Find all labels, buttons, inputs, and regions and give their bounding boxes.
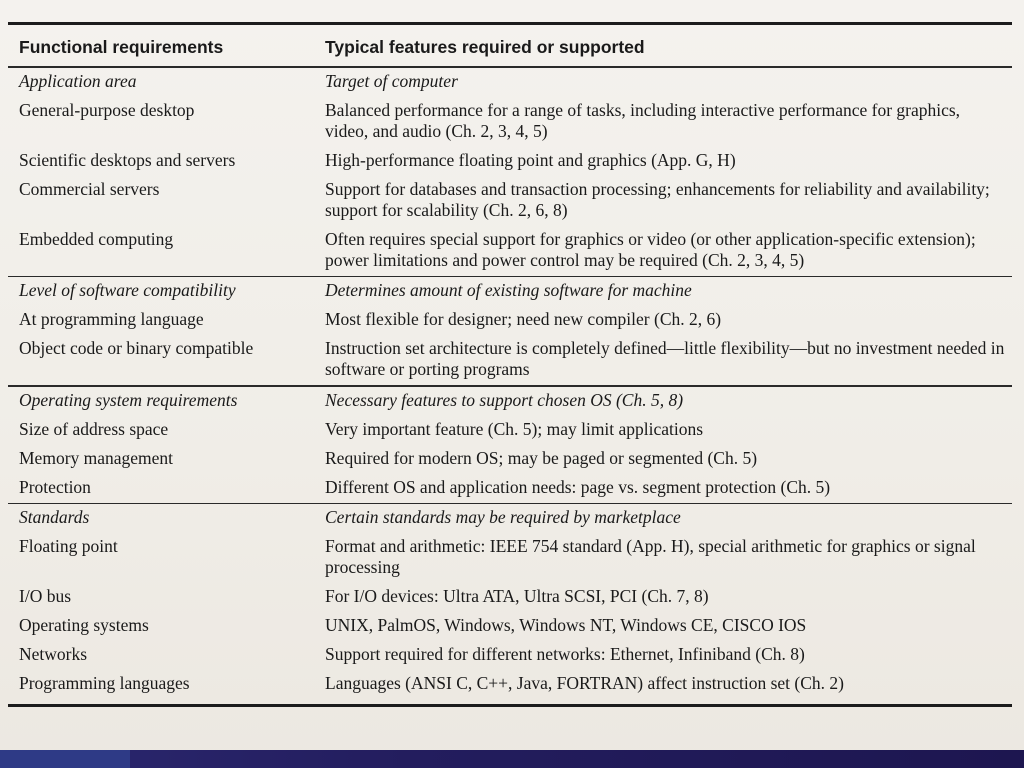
feature-cell: High-performance floating point and graphics (App. G, H) (325, 149, 736, 170)
feature-cell: Different OS and application needs: page vs. segment protection (Ch. 5) (325, 476, 831, 497)
requirement-cell: Scientific desktops and servers (19, 149, 236, 170)
requirement-cell: At programming language (19, 309, 204, 329)
table-section (8, 277, 1012, 385)
section-subtitle: Target of computer (325, 70, 458, 91)
table-row (8, 445, 1012, 474)
table-row (8, 670, 1012, 699)
requirement-cell: Operating systems (19, 615, 149, 635)
feature-cell: Very important feature (Ch. 5); may limit applications (325, 418, 704, 439)
table-row (8, 306, 1012, 335)
section-title: Standards (19, 507, 90, 527)
requirement-cell: General-purpose desktop (19, 99, 195, 120)
slide-footer-bar (0, 750, 1024, 768)
section-subtitle: Certain standards may be required by marketplace (325, 507, 681, 527)
table-section (8, 504, 1012, 699)
table-header-row (8, 25, 1012, 66)
section-subtitle: Necessary features to support chosen OS (Ch. 5, 8) (325, 389, 684, 410)
section-title: Application area (19, 70, 137, 91)
feature-cell: Support for databases and transaction processing; enhancements for reliability and availability; support for scalability (Ch. 2, 6, 8) (325, 178, 990, 220)
table-row (8, 416, 1012, 445)
footer-accent (0, 750, 130, 768)
section-subtitle: Determines amount of existing software for machine (325, 280, 692, 300)
table-section (8, 68, 1012, 276)
section-heading-row (8, 277, 1012, 306)
section-heading-row (8, 68, 1012, 97)
table-row (8, 533, 1012, 583)
table-row (8, 176, 1012, 226)
table-row (8, 335, 1012, 385)
feature-cell: Support required for different networks: Ethernet, Infiniband (Ch. 8) (325, 644, 805, 664)
section-title: Level of software compatibility (19, 280, 236, 300)
requirement-cell: Embedded computing (19, 228, 174, 249)
feature-cell: Format and arithmetic: IEEE 754 standard (App. H), special arithmetic for graphics or signal processing (325, 536, 976, 577)
table-row (8, 474, 1012, 503)
requirement-cell: Protection (19, 476, 91, 497)
requirement-cell: Object code or binary compatible (19, 338, 254, 358)
feature-cell: Balanced performance for a range of tasks, including interactive performance for graphics, video, and audio (Ch. 2, 3, 4, 5) (325, 99, 961, 141)
feature-cell: Instruction set architecture is completely defined—little flexibility—but no investment needed in software or porting programs (325, 338, 1005, 379)
requirement-cell: Memory management (19, 447, 174, 468)
table-row (8, 97, 1012, 147)
table-row (8, 147, 1012, 176)
header-functional-requirements: Functional requirements (19, 37, 224, 57)
section-heading-row (8, 504, 1012, 533)
table-row (8, 583, 1012, 612)
feature-cell: Often requires special support for graphics or video (or other application-specific extension); power limitations and power control may be required (Ch. 2, 3, 4, 5) (325, 228, 976, 270)
feature-cell: For I/O devices: Ultra ATA, Ultra SCSI, PCI (Ch. 7, 8) (325, 586, 709, 606)
requirement-cell: Floating point (19, 536, 118, 556)
feature-cell: Required for modern OS; may be paged or segmented (Ch. 5) (325, 447, 758, 468)
table-bottom-rule (8, 704, 1012, 707)
table-row (8, 641, 1012, 670)
table-row (8, 612, 1012, 641)
requirement-cell: Commercial servers (19, 178, 160, 199)
section-title: Operating system requirements (19, 389, 238, 410)
requirements-table (8, 22, 1012, 707)
requirement-cell: Networks (19, 644, 88, 664)
requirement-cell: Programming languages (19, 673, 190, 693)
table-body (8, 66, 1012, 699)
requirement-cell: Size of address space (19, 418, 169, 439)
header-typical-features: Typical features required or supported (325, 37, 645, 57)
feature-cell: Most flexible for designer; need new compiler (Ch. 2, 6) (325, 309, 722, 329)
table-row (8, 226, 1012, 276)
feature-cell: UNIX, PalmOS, Windows, Windows NT, Windows CE, CISCO IOS (325, 615, 807, 635)
feature-cell: Languages (ANSI C, C++, Java, FORTRAN) affect instruction set (Ch. 2) (325, 673, 844, 693)
section-heading-row (8, 387, 1012, 416)
requirement-cell: I/O bus (19, 586, 72, 606)
table-section (8, 387, 1012, 503)
